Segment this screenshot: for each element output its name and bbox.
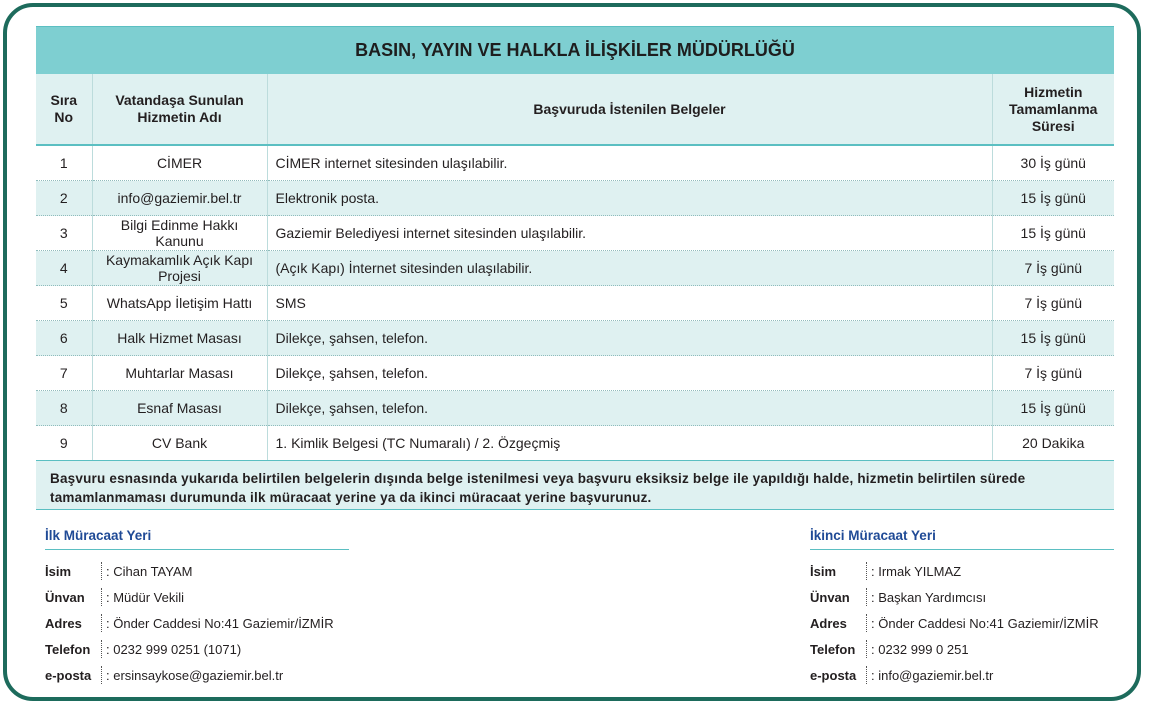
contact-label: Adres (810, 615, 847, 631)
dotted-divider (101, 640, 102, 658)
cell-duration: 30 İş günü (992, 145, 1114, 181)
dotted-divider (866, 588, 867, 606)
first-contact-block (45, 528, 349, 688)
cell-no: 5 (36, 286, 92, 321)
table-row (36, 321, 1114, 356)
cell-documents: SMS (267, 286, 992, 321)
contact-label: e-posta (810, 667, 857, 683)
cell-duration: 7 İş günü (992, 251, 1114, 286)
table-row (36, 181, 1114, 216)
application-note: Başvuru esnasında yukarıda belirtilen belgelerin dışında belge istenilmesi veya başvuru eksiksiz belge ile yapıldığı halde, hizmetin belirtilen sürede tamamlanmaması durumunda ilk müracaat yerine ya da ikinci müracaat yerine başvurunuz. (36, 461, 1114, 510)
dotted-divider (866, 640, 867, 658)
dotted-divider (101, 666, 102, 684)
contact-label: İsim (810, 563, 837, 579)
contact-row-address (810, 610, 1114, 636)
contact-row-title (810, 584, 1114, 610)
cell-no: 6 (36, 321, 92, 356)
contact-value: : Önder Caddesi No:41 Gaziemir/İZMİR (871, 615, 1099, 631)
cell-service: Bilgi Edinme Hakkı Kanunu (92, 216, 267, 251)
contact-value[interactable]: : info@gaziemir.bel.tr (871, 667, 994, 683)
dotted-divider (101, 614, 102, 632)
contact-row-name (45, 558, 349, 584)
table-row (36, 145, 1114, 181)
cell-no: 4 (36, 251, 92, 286)
table-header-row (36, 74, 1114, 145)
second-contact-heading: İkinci Müracaat Yeri (810, 528, 1114, 550)
cell-service: Esnaf Masası (92, 391, 267, 426)
contact-value: : Müdür Vekili (106, 589, 185, 605)
contact-value: : 0232 999 0251 (1071) (106, 641, 242, 657)
cell-no: 8 (36, 391, 92, 426)
contact-value: : Önder Caddesi No:41 Gaziemir/İZMİR (106, 615, 334, 631)
contact-value: : Irmak YILMAZ (871, 563, 962, 579)
contact-label: Telefon (810, 641, 856, 657)
dotted-divider (866, 666, 867, 684)
cell-service: CV Bank (92, 426, 267, 461)
cell-documents: Elektronik posta. (267, 181, 992, 216)
first-contact-heading: İlk Müracaat Yeri (45, 528, 349, 550)
col-header-duration: Hizmetin Tamamlanma Süresi (992, 74, 1114, 145)
cell-documents: (Açık Kapı) İnternet sitesinden ulaşılabilir. (267, 251, 992, 286)
cell-no: 3 (36, 216, 92, 251)
cell-service: Muhtarlar Masası (92, 356, 267, 391)
cell-duration: 15 İş günü (992, 391, 1114, 426)
contact-value[interactable]: : ersinsaykose@gaziemir.bel.tr (106, 667, 284, 683)
contact-row-email (45, 662, 349, 688)
cell-no: 7 (36, 356, 92, 391)
contact-row-address (45, 610, 349, 636)
contact-label: Telefon (45, 641, 91, 657)
contact-label: Ünvan (45, 589, 85, 605)
table-row (36, 286, 1114, 321)
cell-service: Halk Hizmet Masası (92, 321, 267, 356)
services-table (36, 74, 1114, 461)
cell-documents: 1. Kimlik Belgesi (TC Numaralı) / 2. Özgeçmiş (267, 426, 992, 461)
contact-label: Ünvan (810, 589, 850, 605)
cell-duration: 7 İş günü (992, 356, 1114, 391)
contact-row-name (810, 558, 1114, 584)
dotted-divider (101, 562, 102, 580)
contact-label: Adres (45, 615, 82, 631)
cell-documents: Dilekçe, şahsen, telefon. (267, 356, 992, 391)
cell-no: 9 (36, 426, 92, 461)
contact-row-email (810, 662, 1114, 688)
cell-documents: Gaziemir Belediyesi internet sitesinden ulaşılabilir. (267, 216, 992, 251)
col-header-no: Sıra No (36, 74, 92, 145)
cell-service: info@gaziemir.bel.tr (92, 181, 267, 216)
table-row (36, 216, 1114, 251)
contact-value: : Başkan Yardımcısı (871, 589, 987, 605)
cell-documents: Dilekçe, şahsen, telefon. (267, 321, 992, 356)
cell-duration: 15 İş günü (992, 216, 1114, 251)
contact-value: : Cihan TAYAM (106, 563, 193, 579)
col-header-documents: Başvuruda İstenilen Belgeler (267, 74, 992, 145)
cell-service: CİMER (92, 145, 267, 181)
cell-documents: Dilekçe, şahsen, telefon. (267, 391, 992, 426)
contact-value: : 0232 999 0 251 (871, 641, 969, 657)
table-row (36, 356, 1114, 391)
table-row (36, 391, 1114, 426)
dotted-divider (866, 614, 867, 632)
cell-no: 2 (36, 181, 92, 216)
contact-label: e-posta (45, 667, 92, 683)
cell-documents: CİMER internet sitesinden ulaşılabilir. (267, 145, 992, 181)
table-row (36, 426, 1114, 461)
cell-duration: 15 İş günü (992, 181, 1114, 216)
cell-duration: 15 İş günü (992, 321, 1114, 356)
contact-row-phone (810, 636, 1114, 662)
second-contact-block (810, 528, 1114, 688)
dotted-divider (101, 588, 102, 606)
cell-duration: 7 İş günü (992, 286, 1114, 321)
contact-label: İsim (45, 563, 72, 579)
cell-no: 1 (36, 145, 92, 181)
cell-duration: 20 Dakika (992, 426, 1114, 461)
col-header-service: Vatandaşa Sunulan Hizmetin Adı (92, 74, 267, 145)
dotted-divider (866, 562, 867, 580)
page-title: BASIN, YAYIN VE HALKLA İLİŞKİLER MÜDÜRLÜĞÜ (36, 26, 1114, 75)
contact-row-phone (45, 636, 349, 662)
table-row (36, 251, 1114, 286)
contact-row-title (45, 584, 349, 610)
cell-service: WhatsApp İletişim Hattı (92, 286, 267, 321)
cell-service: Kaymakamlık Açık Kapı Projesi (92, 251, 267, 286)
